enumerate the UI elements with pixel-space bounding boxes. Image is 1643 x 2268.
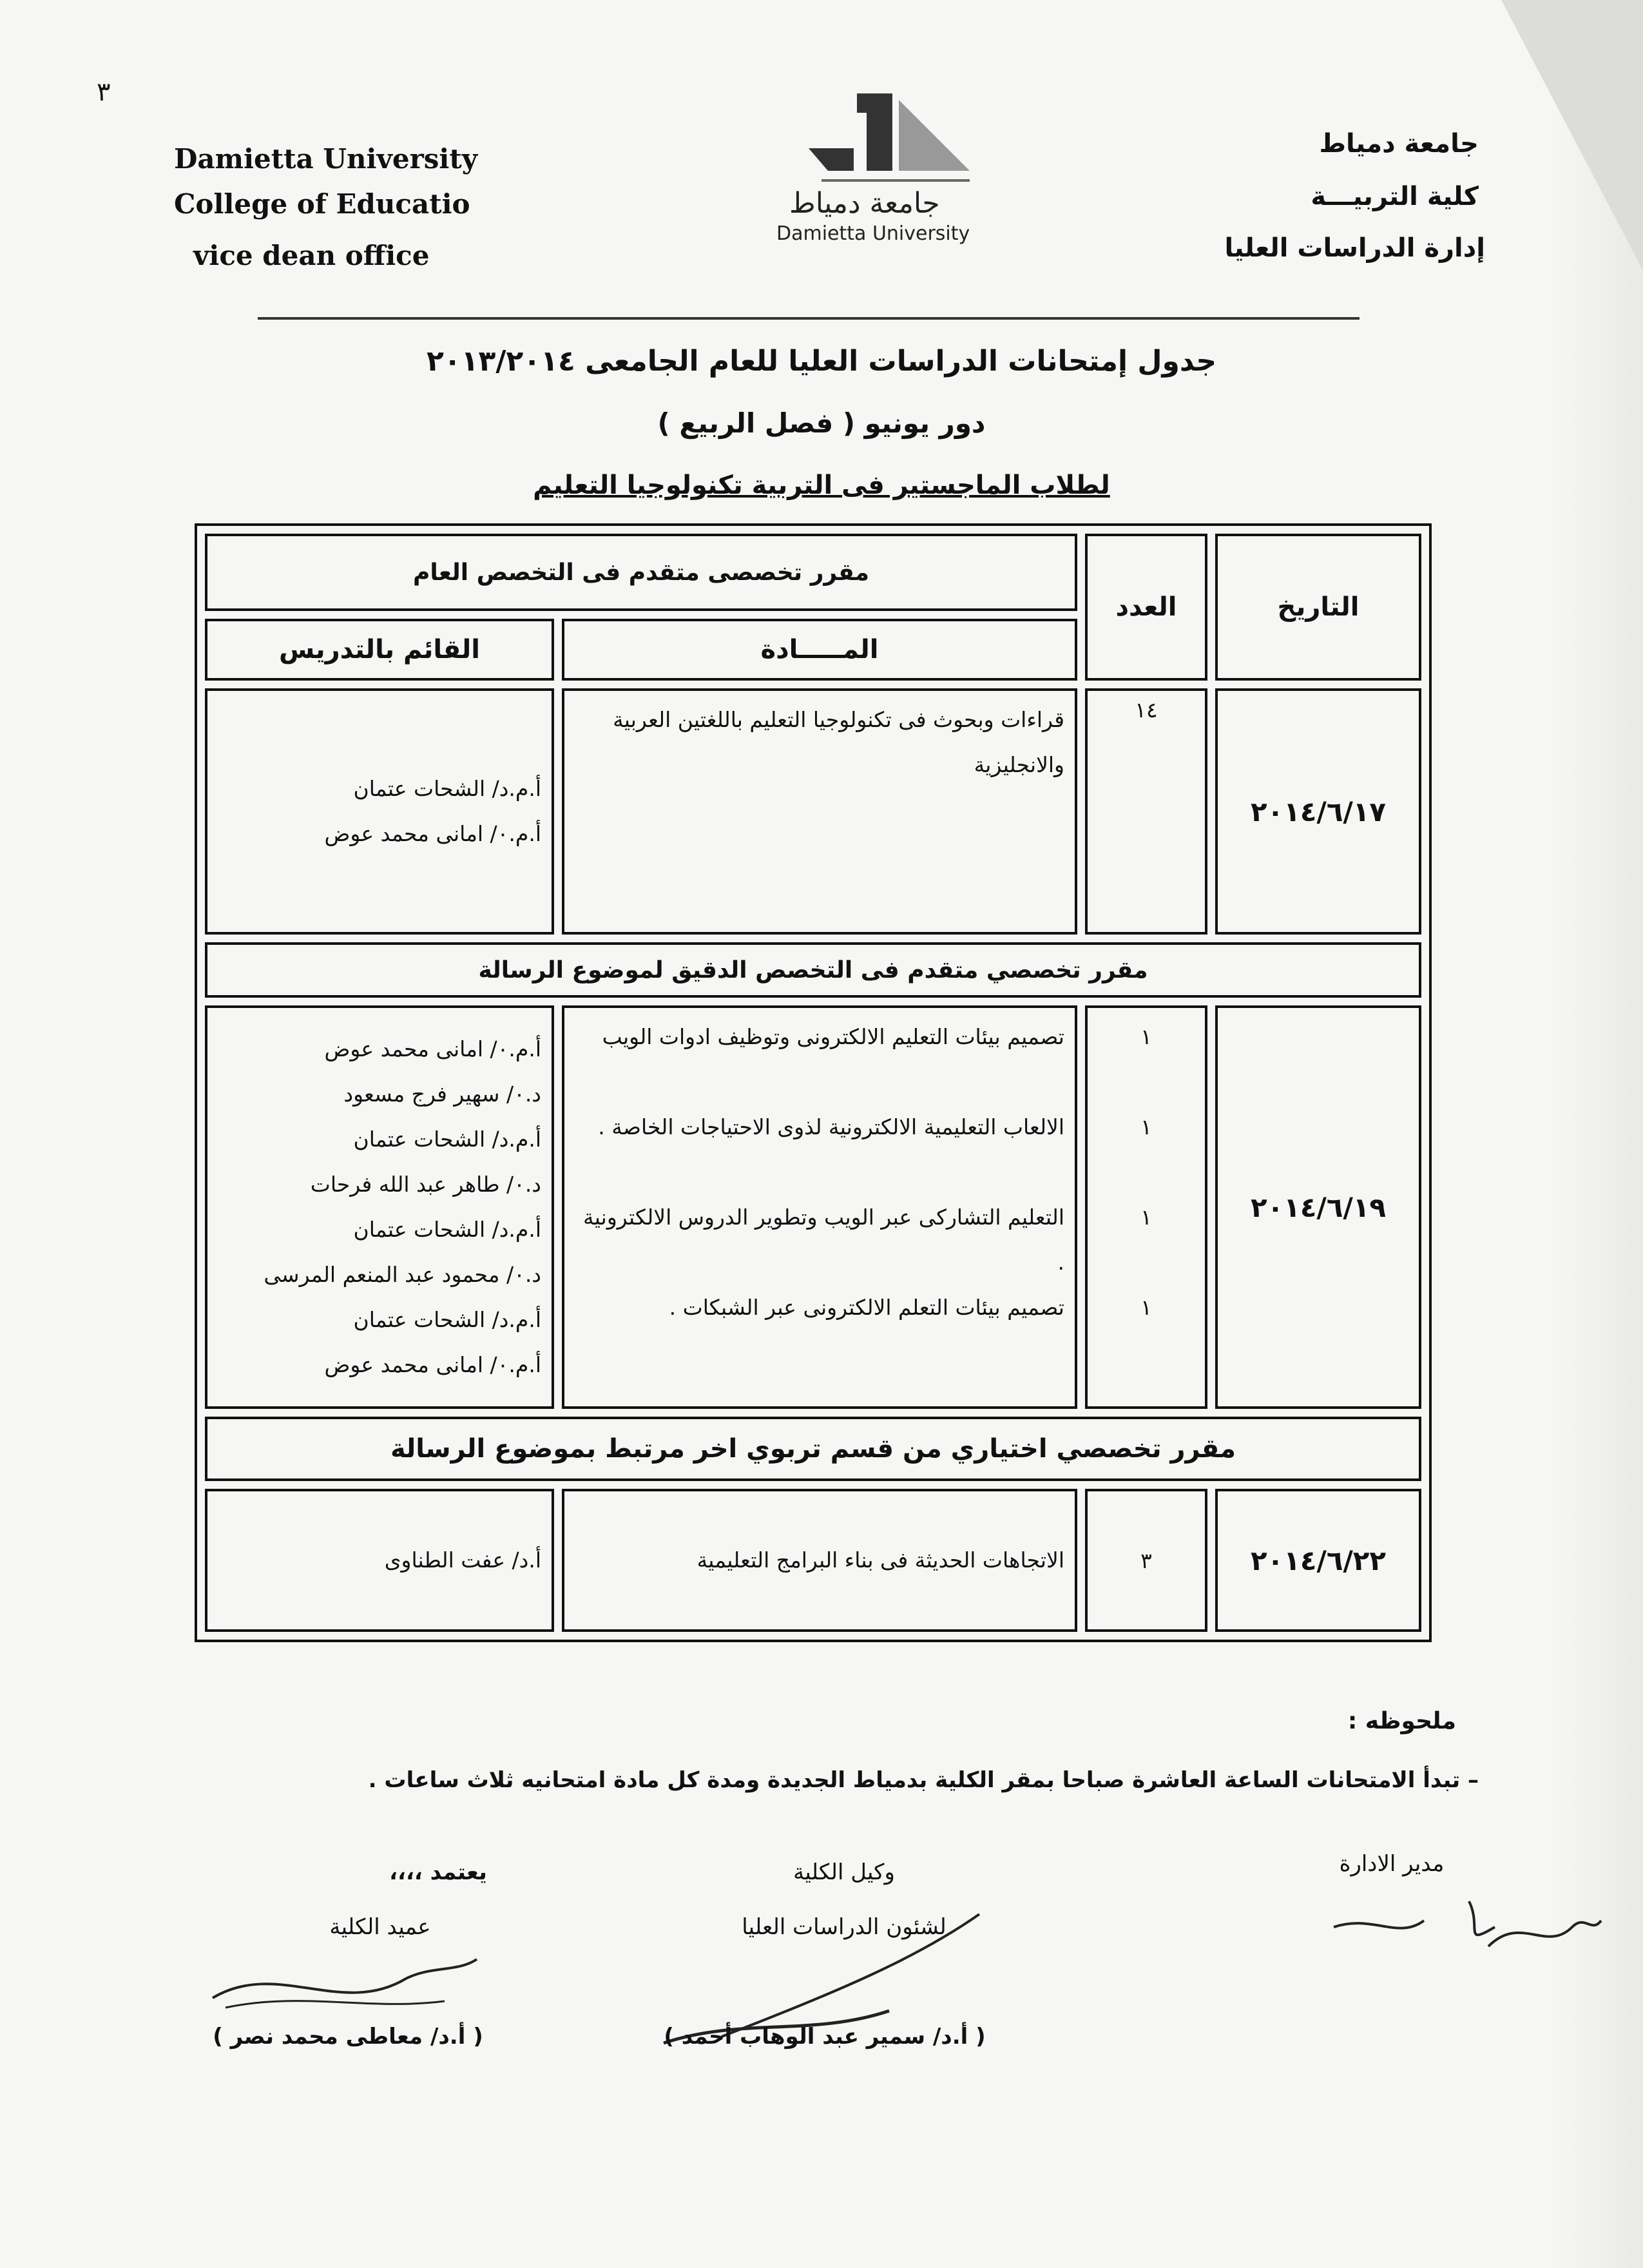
- folded-corner: [1501, 0, 1643, 271]
- teacher-name: أ.م.٠/ امانى محمد عوض: [324, 1036, 541, 1061]
- teacher-name: أ.د/ عفت الطناوى: [384, 1547, 541, 1573]
- vice-dean-role-detail: لشئون الدراسات العليا: [742, 1914, 946, 1940]
- count-cell: ١٤: [1085, 688, 1207, 935]
- date-cell: ٢٠١٤/٦/١٩: [1215, 1005, 1421, 1409]
- count-value: ١: [1140, 1205, 1152, 1230]
- university-logo-icon: [802, 87, 983, 190]
- header-en-office: vice dean office: [193, 240, 430, 271]
- subject-item: التعليم التشاركى عبر الويب وتطوير الدروس الالكترونية .: [583, 1205, 1064, 1275]
- teacher-name: د.٠/ طاهر عبد الله فرحات: [310, 1172, 541, 1197]
- section-elective: مقرر تخصصي اختياري من قسم تربوي اخر مرتبط بموضوع الرسالة: [205, 1417, 1421, 1481]
- teacher-name: د.٠/ محمود عبد المنعم المرسى: [264, 1262, 541, 1287]
- header-ar-college: كلية التربيـــة: [1311, 182, 1479, 211]
- subject-cell: الاتجاهات الحديثة فى بناء البرامج التعليمية: [562, 1489, 1077, 1632]
- count-value: ١: [1140, 1024, 1152, 1049]
- header-en-university: Damietta University: [174, 143, 478, 175]
- page-marker: ٣: [97, 77, 111, 107]
- subject-item: تصميم بيئات التعليم الالكترونى وتوظيف ادوات الويب: [602, 1024, 1064, 1049]
- header-divider: [258, 317, 1360, 320]
- count-value: ١: [1140, 1295, 1152, 1320]
- logo-arabic-text: جامعة دمياط: [789, 187, 940, 220]
- dean-name: ( أ.د/ معاطى محمد نصر ): [213, 2024, 483, 2050]
- teacher-name: أ.م.٠/ امانى محمد عوض: [324, 821, 541, 846]
- teacher-name: أ.م.د/ الشحات عتمان: [353, 1127, 541, 1152]
- teacher-name: أ.م.د/ الشحات عتمان: [353, 776, 541, 801]
- approval-label: يعتمد ،،،،: [389, 1859, 487, 1885]
- director-role: مدير الادارة: [1339, 1851, 1445, 1877]
- page-subtitle: دور يونيو ( فصل الربيع ): [657, 407, 986, 439]
- notes-line: – تبدأ الامتحانات الساعة العاشرة صباحا بمقر الكلية بدمياط الجديدة ومدة كل مادة امتحانيه ثلاث ساعات .: [368, 1767, 1479, 1793]
- header-ar-university: جامعة دمياط: [1319, 129, 1479, 159]
- dean-role: عميد الكلية: [329, 1914, 431, 1940]
- teacher-name: أ.م.٠/ امانى محمد عوض: [324, 1352, 541, 1377]
- subject-cell: قراءات وبحوث فى تكنولوجيا التعليم باللغتين العربية والانجليزية: [562, 688, 1077, 935]
- subject-item: الالعاب التعليمية الالكترونية لذوى الاحتياجات الخاصة .: [598, 1114, 1064, 1139]
- teacher-cell: [205, 1005, 554, 1409]
- section-general-specialization: مقرر تخصصى متقدم فى التخصص العام: [205, 534, 1077, 611]
- teacher-cell: [205, 688, 554, 935]
- director-signature-icon: [1327, 1888, 1604, 1979]
- section-fine-specialization: مقرر تخصصي متقدم فى التخصص الدقيق لموضوع الرسالة: [205, 942, 1421, 998]
- count-cell: [1085, 1005, 1207, 1409]
- teacher-name: أ.م.د/ الشحات عتمان: [353, 1307, 541, 1332]
- page-title: جدول إمتحانات الدراسات العليا للعام الجامعى ٢٠١٣/٢٠١٤: [426, 345, 1217, 378]
- notes-heading: ملحوظه :: [1347, 1708, 1456, 1734]
- dean-signature-icon: [200, 1946, 490, 2024]
- subject-item: تصميم بيئات التعلم الالكترونى عبر الشبكات .: [669, 1295, 1064, 1320]
- header-teacher: القائم بالتدريس: [205, 619, 554, 681]
- exam-schedule-table: [195, 523, 1432, 1642]
- header-subject: المـــــادة: [562, 619, 1077, 681]
- subject-cell: [562, 1005, 1077, 1409]
- count-cell: ٣: [1085, 1489, 1207, 1632]
- logo-english-text: Damietta University: [776, 222, 970, 245]
- teacher-cell: [205, 1489, 554, 1632]
- date-cell: ٢٠١٤/٦/٢٢: [1215, 1489, 1421, 1632]
- vice-dean-role: وكيل الكلية: [793, 1859, 895, 1885]
- teacher-name: د.٠/ سهير فرج مسعود: [343, 1081, 541, 1107]
- date-cell: ٢٠١٤/٦/١٧: [1215, 688, 1421, 935]
- header-date: التاريخ: [1215, 534, 1421, 681]
- page-audience: لطلاب الماجستير فى التربية تكنولوجيا التعليم: [533, 470, 1110, 500]
- header-en-college: College of Educatio: [174, 188, 470, 220]
- vice-dean-name: ( أ.د/ سمير عبد الوهاب أحمد ): [664, 2024, 986, 2050]
- teacher-name: أ.م.د/ الشحات عتمان: [353, 1217, 541, 1242]
- header-count: العدد: [1085, 534, 1207, 681]
- count-value: ١: [1140, 1114, 1152, 1139]
- header-ar-office: إدارة الدراسات العليا: [1224, 233, 1485, 263]
